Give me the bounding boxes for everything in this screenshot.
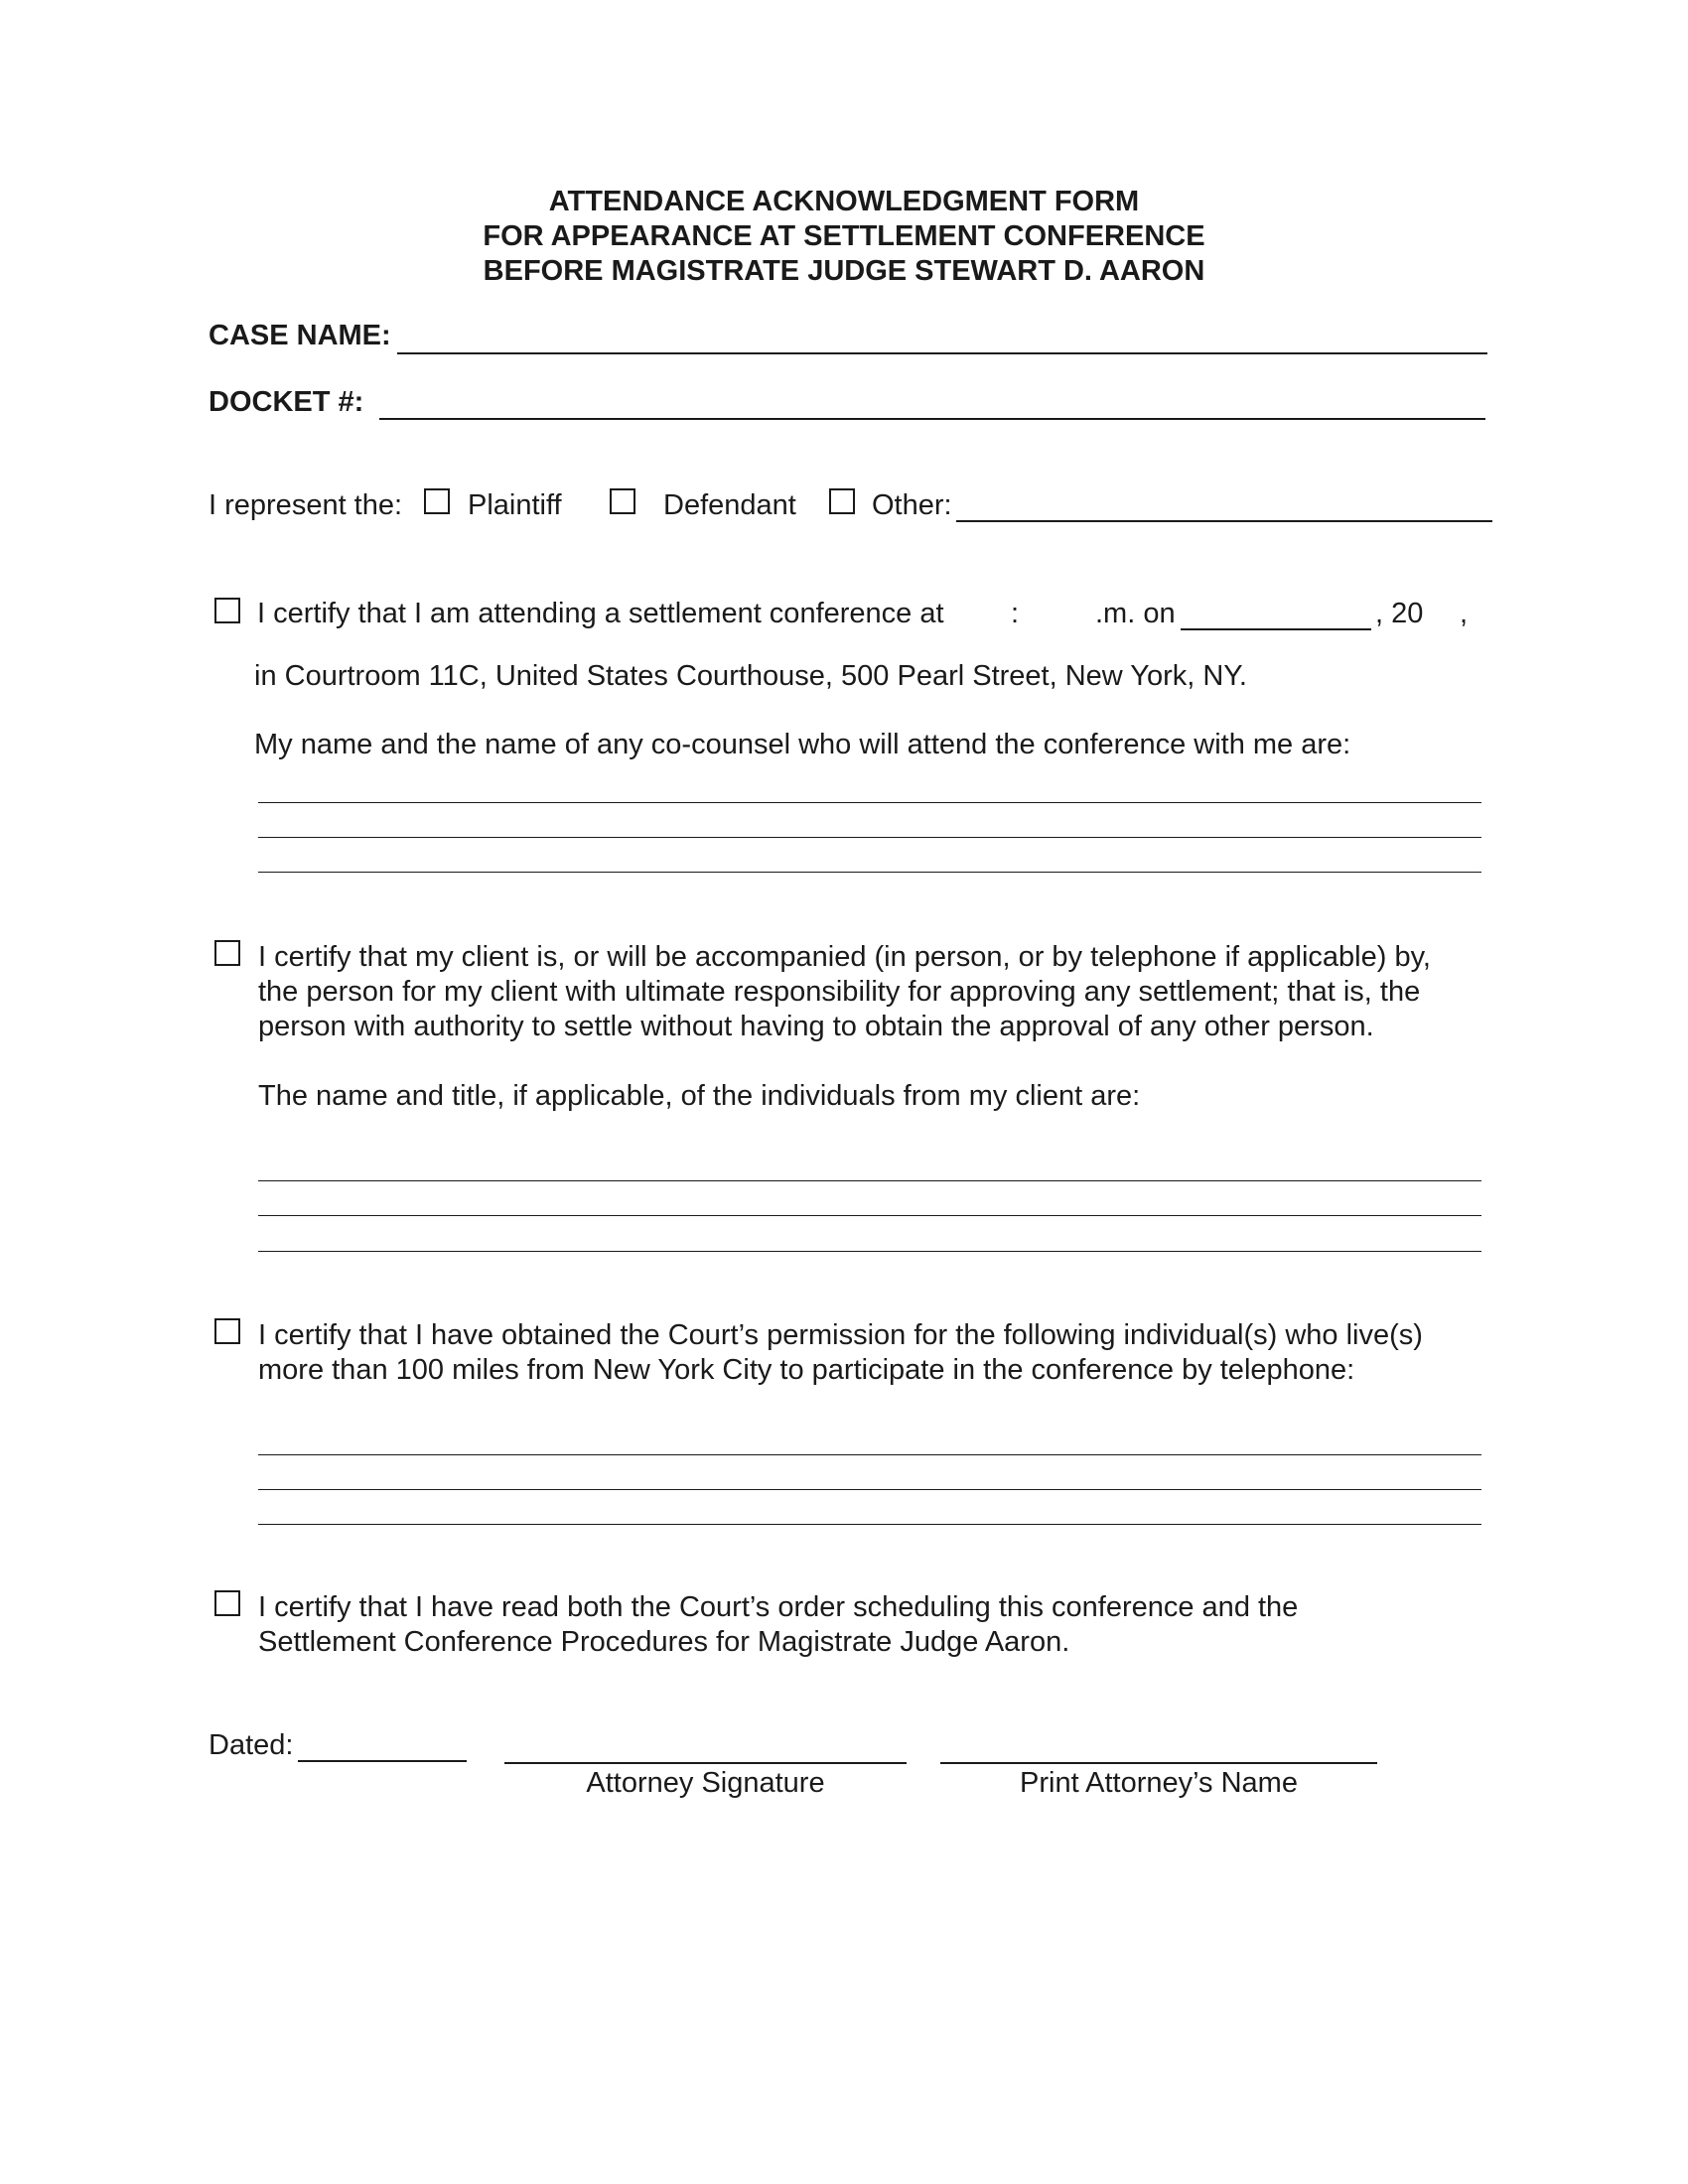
case-name-field[interactable]	[397, 352, 1487, 354]
conference-date-field[interactable]	[1181, 628, 1371, 630]
docket-field[interactable]	[379, 418, 1485, 420]
cert-telephone-line-1: I certify that I have obtained the Court’s permission for the following individual(s) who live(s)	[258, 1319, 1423, 1351]
defendant-label: Defendant	[663, 489, 796, 521]
docket-label: DOCKET #:	[209, 386, 364, 418]
print-name-field[interactable]	[940, 1762, 1377, 1764]
cert-attending-am-pm: .m. on	[1095, 598, 1176, 629]
cert-read-order-line-1: I certify that I have read both the Court’s order scheduling this conference and the	[258, 1591, 1299, 1623]
cert-client-line-3: person with authority to settle without having to obtain the approval of any other person.	[258, 1011, 1374, 1042]
cert-read-order-checkbox[interactable]	[214, 1590, 240, 1616]
co-counsel-line-2[interactable]	[258, 837, 1481, 838]
year-comma: ,	[1460, 598, 1469, 629]
client-individuals-line-3[interactable]	[258, 1251, 1481, 1252]
telephone-individuals-line-1[interactable]	[258, 1454, 1481, 1455]
telephone-individuals-line-3[interactable]	[258, 1524, 1481, 1525]
time-colon: :	[1011, 598, 1020, 629]
other-label: Other:	[872, 489, 952, 521]
cert-client-checkbox[interactable]	[214, 940, 240, 966]
cert-read-order-text	[258, 1590, 1298, 1660]
cert-read-order-line-2: Settlement Conference Procedures for Magistrate Judge Aaron.	[258, 1626, 1070, 1658]
plaintiff-checkbox[interactable]	[424, 488, 450, 514]
dated-field[interactable]	[298, 1760, 467, 1762]
cert-client-text	[258, 940, 1431, 1044]
courtroom-text: in Courtroom 11C, United States Courthouse, 500 Pearl Street, New York, NY.	[254, 660, 1247, 692]
title-line-1: ATTENDANCE ACKNOWLEDGMENT FORM	[548, 186, 1140, 217]
title-line-3: BEFORE MAGISTRATE JUDGE STEWART D. AARON	[483, 255, 1205, 287]
attorney-signature-field[interactable]	[504, 1762, 907, 1764]
telephone-individuals-line-2[interactable]	[258, 1489, 1481, 1490]
print-name-label: Print Attorney’s Name	[1020, 1767, 1298, 1799]
cert-telephone-text	[258, 1318, 1423, 1388]
client-individuals-prompt: The name and title, if applicable, of the individuals from my client are:	[258, 1080, 1141, 1112]
title-line-2: FOR APPEARANCE AT SETTLEMENT CONFERENCE	[483, 220, 1205, 252]
cert-telephone-checkbox[interactable]	[214, 1318, 240, 1344]
case-name-label: CASE NAME:	[209, 320, 391, 351]
cert-telephone-line-2: more than 100 miles from New York City to participate in the conference by telephone:	[258, 1354, 1355, 1386]
year-prefix: , 20	[1375, 598, 1424, 629]
co-counsel-line-3[interactable]	[258, 872, 1481, 873]
client-individuals-line-2[interactable]	[258, 1215, 1481, 1216]
cert-attending-text: I certify that I am attending a settlement conference at	[257, 598, 944, 629]
co-counsel-prompt: My name and the name of any co-counsel who will attend the conference with me are:	[254, 729, 1351, 760]
attorney-signature-label: Attorney Signature	[586, 1767, 825, 1799]
co-counsel-line-1[interactable]	[258, 802, 1481, 803]
cert-client-line-2: the person for my client with ultimate responsibility for approving any settlement; that is, the	[258, 976, 1421, 1008]
other-checkbox[interactable]	[829, 488, 855, 514]
plaintiff-label: Plaintiff	[468, 489, 562, 521]
cert-attending-checkbox[interactable]	[214, 598, 240, 623]
client-individuals-line-1[interactable]	[258, 1180, 1481, 1181]
dated-label: Dated:	[209, 1729, 294, 1761]
cert-client-line-1: I certify that my client is, or will be accompanied (in person, or by telephone if applicable) by,	[258, 941, 1431, 973]
other-field[interactable]	[956, 520, 1492, 522]
defendant-checkbox[interactable]	[610, 488, 635, 514]
represent-label: I represent the:	[209, 489, 403, 521]
form-title	[0, 185, 1688, 289]
